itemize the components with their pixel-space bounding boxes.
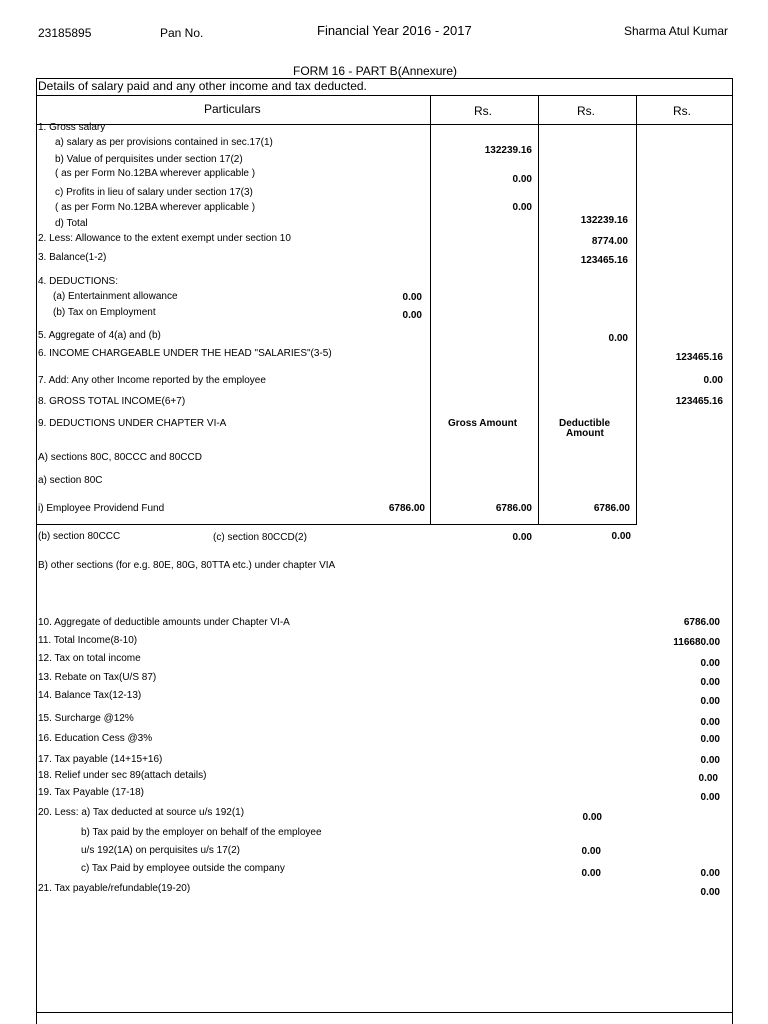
row-tax-payable: 17. Tax payable (14+15+16) xyxy=(38,754,163,765)
row-perquisites-note: ( as per Form No.12BA wherever applicable ) xyxy=(55,168,256,179)
row-aggregate-4: 5. Aggregate of 4(a) and (b) xyxy=(38,330,161,341)
section-divider xyxy=(36,524,637,525)
value-aggregate-via: 6786.00 xyxy=(683,617,720,628)
row-section-80c: a) section 80C xyxy=(38,475,103,486)
row-chapter-via: 9. DEDUCTIONS UNDER CHAPTER VI-A xyxy=(38,418,227,429)
row-salary-17-1: a) salary as per provisions contained in sec.17(1) xyxy=(55,137,273,148)
value-perquisites: 0.00 xyxy=(512,174,532,185)
value-education-cess: 0.00 xyxy=(700,734,720,745)
value-balance: 123465.16 xyxy=(580,255,628,266)
value-80ccd: 0.00 xyxy=(611,531,631,542)
value-tax-paid-outside-2: 0.00 xyxy=(700,868,720,879)
value-tax-refundable: 0.00 xyxy=(700,887,720,898)
value-tax-payable: 0.00 xyxy=(700,755,720,766)
row-education-cess: 16. Education Cess @3% xyxy=(38,733,153,744)
value-surcharge: 0.00 xyxy=(700,717,720,728)
value-epf-1: 6786.00 xyxy=(388,503,425,514)
row-tax-payable-net: 19. Tax Payable (17-18) xyxy=(38,787,144,798)
row-tax-paid-outside: c) Tax Paid by employee outside the company xyxy=(81,863,285,874)
row-balance-tax: 14. Balance Tax(12-13) xyxy=(38,690,142,701)
row-tax-on-employment: (b) Tax on Employment xyxy=(53,307,156,318)
value-tax-paid-outside-1: 0.00 xyxy=(581,868,601,879)
col-header-rs-2: Rs. xyxy=(577,104,595,118)
row-total: d) Total xyxy=(55,218,88,229)
row-rebate-87: 13. Rebate on Tax(U/S 87) xyxy=(38,672,157,683)
row-profits-note: ( as per Form No.12BA wherever applicable ) xyxy=(55,202,256,213)
value-epf-2: 6786.00 xyxy=(495,503,532,514)
bottom-rule xyxy=(36,1012,733,1013)
col-header-particulars: Particulars xyxy=(204,102,261,116)
form-subtitle: Details of salary paid and any other income and tax deducted. xyxy=(38,79,367,93)
col-divider-3 xyxy=(636,95,637,525)
value-total: 132239.16 xyxy=(580,215,628,226)
row-surcharge: 15. Surcharge @12% xyxy=(38,713,134,724)
col-header-rs-3: Rs. xyxy=(673,104,691,118)
table-right-border xyxy=(732,78,733,1024)
value-epf-3: 6786.00 xyxy=(593,503,630,514)
row-balance: 3. Balance(1-2) xyxy=(38,252,107,263)
row-tax-on-total-income: 12. Tax on total income xyxy=(38,653,141,664)
row-section-80ccd: (c) section 80CCD(2) xyxy=(213,532,307,543)
row-other-sections: B) other sections (for e.g. 80E, 80G, 80TTA etc.) under chapter VIA xyxy=(38,560,336,571)
col-header-rs-1: Rs. xyxy=(474,104,492,118)
value-tax-payable-net: 0.00 xyxy=(700,792,720,803)
value-gross-total-income: 123465.16 xyxy=(675,396,723,407)
form-title: FORM 16 - PART B(Annexure) xyxy=(293,64,458,78)
value-other-income: 0.00 xyxy=(703,375,723,386)
value-tax-on-total-income: 0.00 xyxy=(700,658,720,669)
value-relief-89: 0.00 xyxy=(698,773,718,784)
col-divider-2 xyxy=(538,95,539,525)
value-80ccc: 0.00 xyxy=(512,532,532,543)
header-amount: Amount xyxy=(566,428,604,439)
row-profits-17-3: c) Profits in lieu of salary under section 17(3) xyxy=(55,187,253,198)
value-profits: 0.00 xyxy=(512,202,532,213)
row-perquisites-192-1a: u/s 192(1A) on perquisites u/s 17(2) xyxy=(81,845,240,856)
row-sections-80c: A) sections 80C, 80CCC and 80CCD xyxy=(38,452,202,463)
value-tds-192-1: 0.00 xyxy=(582,812,602,823)
table-left-border xyxy=(36,78,37,1024)
value-allowance-exempt: 8774.00 xyxy=(591,236,628,247)
subtitle-divider xyxy=(36,95,733,96)
row-section-80ccc: (b) section 80CCC xyxy=(38,531,121,542)
value-entertainment-allowance: 0.00 xyxy=(402,292,422,303)
row-perquisites-17-2: b) Value of perquisites under section 17(2) xyxy=(55,154,243,165)
header-gross-amount: Gross Amount xyxy=(448,418,518,429)
value-balance-tax: 0.00 xyxy=(700,696,720,707)
row-income-salaries: 6. INCOME CHARGEABLE UNDER THE HEAD "SALARIES"(3-5) xyxy=(38,348,332,359)
row-relief-89: 18. Relief under sec 89(attach details) xyxy=(38,770,207,781)
row-total-income: 11. Total Income(8-10) xyxy=(38,635,138,646)
employee-id: 23185895 xyxy=(38,26,92,40)
row-aggregate-via: 10. Aggregate of deductible amounts under Chapter VI-A xyxy=(38,617,290,628)
value-aggregate-4: 0.00 xyxy=(608,333,628,344)
value-total-income: 116680.00 xyxy=(673,637,720,648)
row-gross-total-income: 8. GROSS TOTAL INCOME(6+7) xyxy=(38,396,186,407)
financial-year: Financial Year 2016 - 2017 xyxy=(317,23,472,38)
row-allowance-exempt: 2. Less: Allowance to the extent exempt under section 10 xyxy=(38,233,291,244)
row-deductions: 4. DEDUCTIONS: xyxy=(38,276,119,287)
header-divider xyxy=(36,124,733,125)
employee-name: Sharma Atul Kumar xyxy=(624,24,729,38)
value-tax-paid-employer: 0.00 xyxy=(581,846,601,857)
row-other-income: 7. Add: Any other Income reported by the employee xyxy=(38,375,266,386)
value-income-salaries: 123465.16 xyxy=(675,352,723,363)
value-rebate-87: 0.00 xyxy=(700,677,720,688)
row-employee-provident-fund: i) Employee Providend Fund xyxy=(38,503,165,514)
value-salary-17-1: 132239.16 xyxy=(484,145,532,156)
value-tax-on-employment: 0.00 xyxy=(402,310,422,321)
header-deductible: Deductible xyxy=(559,418,611,429)
row-tax-refundable: 21. Tax payable/refundable(19-20) xyxy=(38,883,191,894)
row-tds-192-1: 20. Less: a) Tax deducted at source u/s 192(1) xyxy=(38,807,245,818)
row-tax-paid-employer: b) Tax paid by the employer on behalf of the employee xyxy=(81,827,322,838)
row-entertainment-allowance: (a) Entertainment allowance xyxy=(53,291,178,302)
col-divider-1 xyxy=(430,95,431,525)
row-gross-salary: 1. Gross salary xyxy=(38,122,106,133)
pan-label: Pan No. xyxy=(160,26,204,40)
